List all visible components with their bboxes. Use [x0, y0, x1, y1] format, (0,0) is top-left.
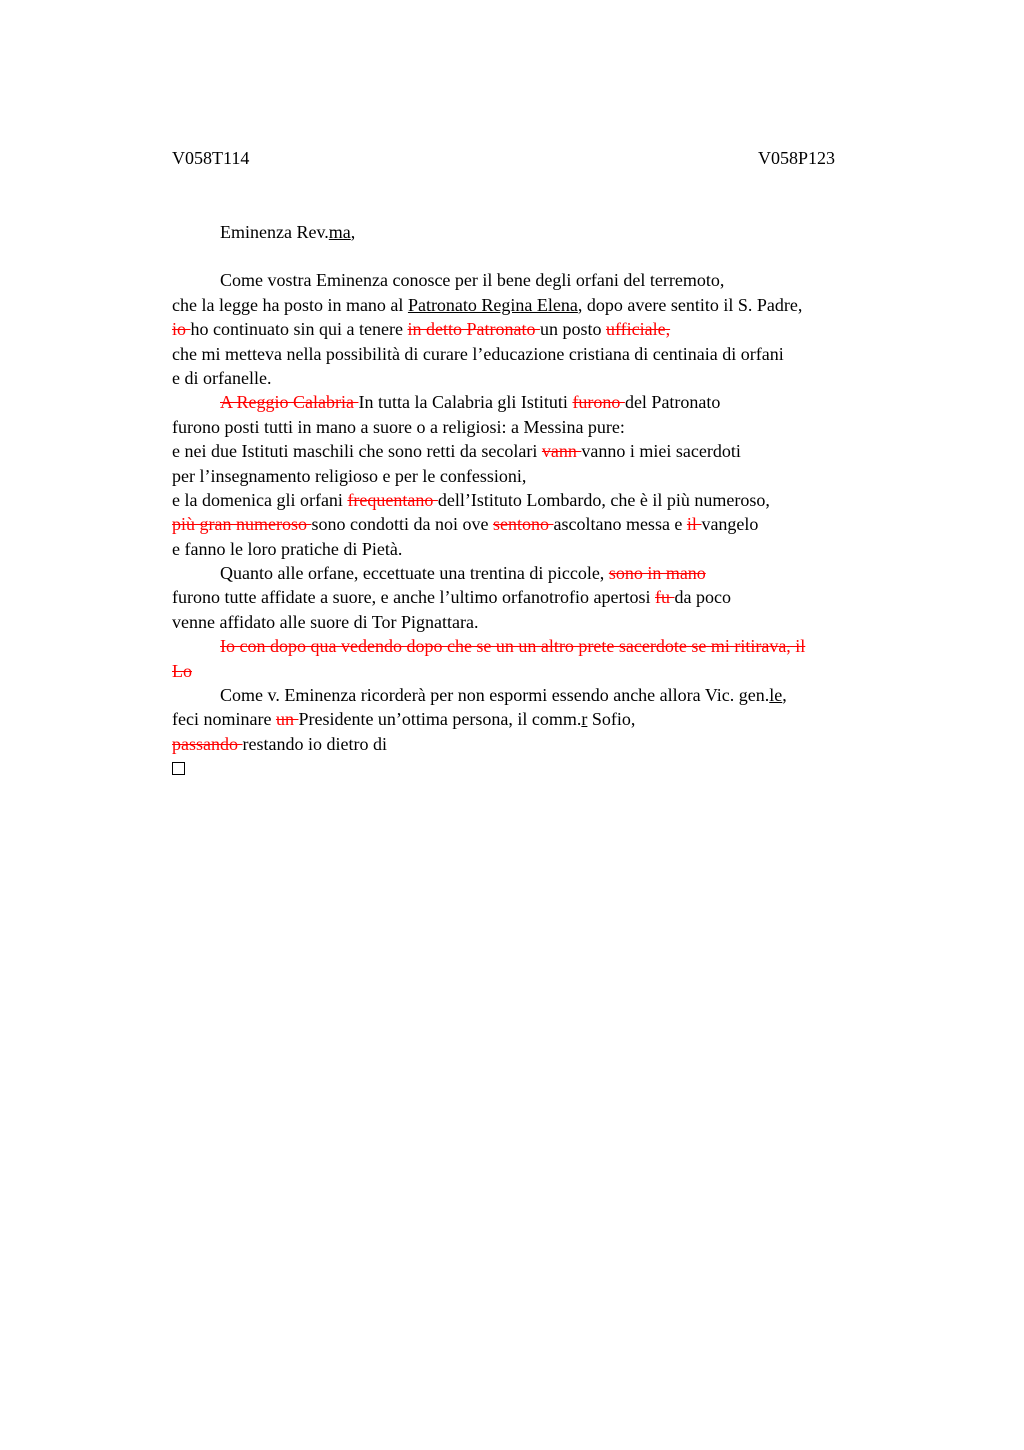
deleted-text: il	[686, 514, 702, 535]
paragraph-line: e fanno le loro pratiche di Pietà.	[172, 538, 403, 559]
paragraph-line: venne affidato alle suore di Tor Pignattara.	[172, 611, 479, 632]
deleted-text: passando	[172, 733, 243, 754]
end-marker	[172, 756, 912, 780]
document-code-left: V058T114	[172, 148, 250, 168]
paragraph-line: feci nominare un Presidente un’ottima persona, il comm.r Sofio,	[172, 709, 636, 730]
underlined-text: le	[769, 685, 783, 706]
checkbox-square-icon	[172, 762, 185, 775]
paragraph-line: Come v. Eminenza ricorderà per non espormi essendo anche allora Vic. gen.le,	[220, 685, 787, 706]
underlined-text: Patronato Regina Elena	[407, 294, 578, 315]
paragraph-line: furono posti tutti in mano a suore o a religiosi: a Messina pure:	[172, 416, 625, 437]
deleted-text: io	[172, 319, 191, 340]
paragraph-line: e nei due Istituti maschili che sono retti da secolari vann vanno i miei sacerdoti	[172, 441, 741, 462]
deleted-text: sentono	[492, 514, 554, 535]
deleted-text: Io con dopo qua vedendo dopo che se un un altro prete sacerdote se mi ritirava, il	[220, 636, 806, 657]
paragraph-line: Come vostra Eminenza conosce per il bene degli orfani del terremoto,	[220, 270, 725, 291]
paragraph-line: che mi metteva nella possibilità di curare l’educazione cristiana di centinaia di orfani	[172, 343, 784, 364]
paragraph-line: e di orfanelle.	[172, 367, 272, 388]
deleted-text: frequentano	[347, 489, 438, 510]
paragraph-line: passando restando io dietro di	[172, 733, 387, 754]
deleted-text: vann	[541, 441, 582, 462]
deleted-text: più gran numeroso	[172, 514, 312, 535]
deleted-text: in detto Patronato	[407, 319, 540, 340]
deleted-text: ufficiale,	[605, 319, 671, 340]
document-code-right: V058P123	[758, 148, 836, 168]
paragraph-line: furono tutte affidate a suore, e anche l’ultimo orfanotrofio apertosi fu da poco	[172, 587, 731, 608]
paragraph-line: per l’insegnamento religioso e per le confessioni,	[172, 465, 527, 486]
deleted-text: A Reggio Calabria	[220, 392, 359, 413]
underlined-text: r	[581, 709, 588, 730]
salutation: Eminenza Rev.ma,	[220, 222, 356, 242]
deleted-text: furono	[572, 392, 625, 413]
paragraph-line: Quanto alle orfane, eccettuate una trentina di piccole, sono in mano	[220, 563, 706, 584]
paragraph-line	[172, 634, 912, 658]
paragraph-line: che la legge ha posto in mano al Patronato Regina Elena, dopo avere sentito il S. Padre,	[172, 294, 803, 315]
paragraph-line: A Reggio Calabria In tutta la Calabria gli Istituti furono del Patronato	[220, 392, 721, 413]
deleted-text: sono in mano	[608, 563, 706, 584]
paragraph-line	[172, 659, 912, 683]
deleted-text: Lo	[172, 660, 192, 681]
paragraph-line: più gran numeroso sono condotti da noi ove sentono ascoltano messa e il vangelo	[172, 514, 759, 535]
paragraph-line: io ho continuato sin qui a tenere in detto Patronato un posto ufficiale,	[172, 319, 671, 340]
deleted-text: fu	[655, 587, 675, 608]
letter-body	[172, 220, 912, 781]
paragraph-line: e la domenica gli orfani frequentano dell’Istituto Lombardo, che è il più numeroso,	[172, 489, 770, 510]
deleted-text: un	[275, 709, 299, 730]
